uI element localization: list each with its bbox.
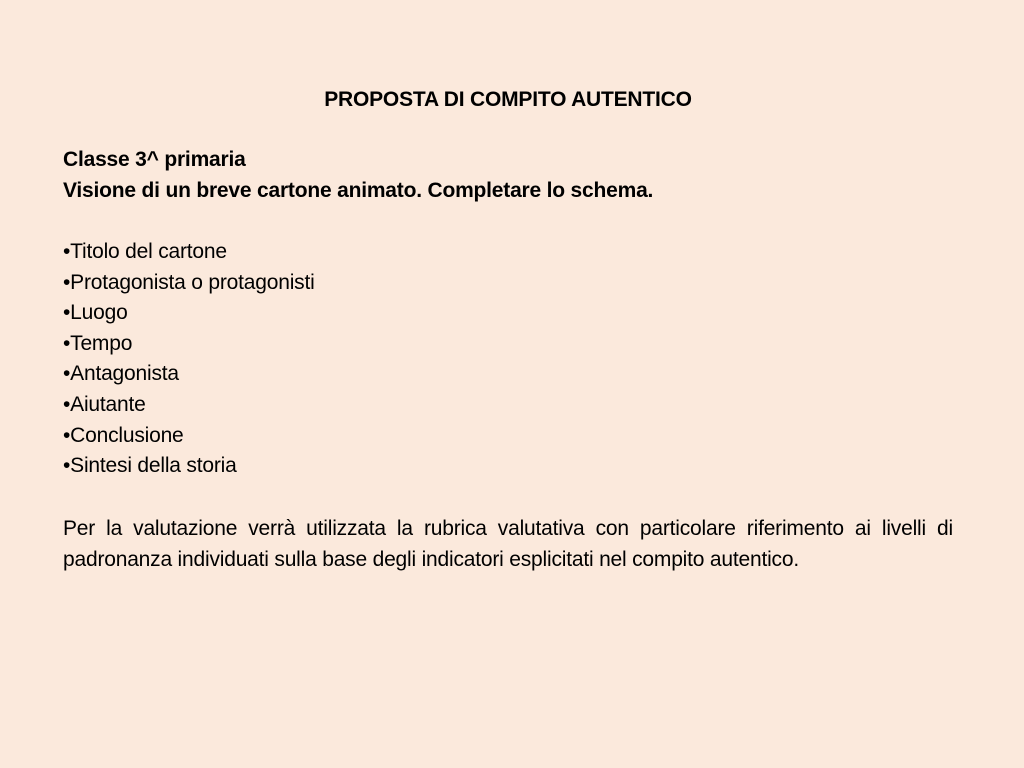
list-item: •Sintesi della storia bbox=[63, 454, 237, 478]
slide-content bbox=[63, 84, 953, 596]
bullet-icon: • bbox=[63, 454, 71, 478]
page-title: PROPOSTA DI COMPITO AUTENTICO bbox=[324, 88, 692, 111]
list-item: •Tempo bbox=[63, 331, 133, 355]
bullet-icon: • bbox=[63, 270, 71, 294]
list-item: •Aiutante bbox=[63, 392, 146, 416]
evaluation-note: Per la valutazione verrà utilizzata la rubrica valutativa con particolare riferimento ai livelli di padronanza individuati sulla base degli indicatori esplicitati nel compito autentico. bbox=[63, 516, 953, 571]
bullet-icon: • bbox=[63, 331, 71, 355]
list-item: •Conclusione bbox=[63, 423, 184, 447]
list-item: •Luogo bbox=[63, 301, 128, 325]
bullet-icon: • bbox=[63, 240, 71, 263]
bullet-icon: • bbox=[63, 392, 71, 416]
task-instruction: Visione di un breve cartone animato. Completare lo schema. bbox=[63, 179, 654, 202]
task-heading bbox=[63, 144, 953, 206]
class-level: Classe 3^ primaria bbox=[63, 148, 246, 171]
list-item: •Antagonista bbox=[63, 362, 179, 386]
list-item: •Protagonista o protagonisti bbox=[63, 270, 315, 294]
bullet-icon: • bbox=[63, 423, 71, 447]
bullet-icon: • bbox=[63, 362, 71, 386]
schema-list bbox=[63, 237, 953, 482]
bullet-icon: • bbox=[63, 301, 71, 325]
list-item: •Titolo del cartone bbox=[63, 240, 227, 263]
